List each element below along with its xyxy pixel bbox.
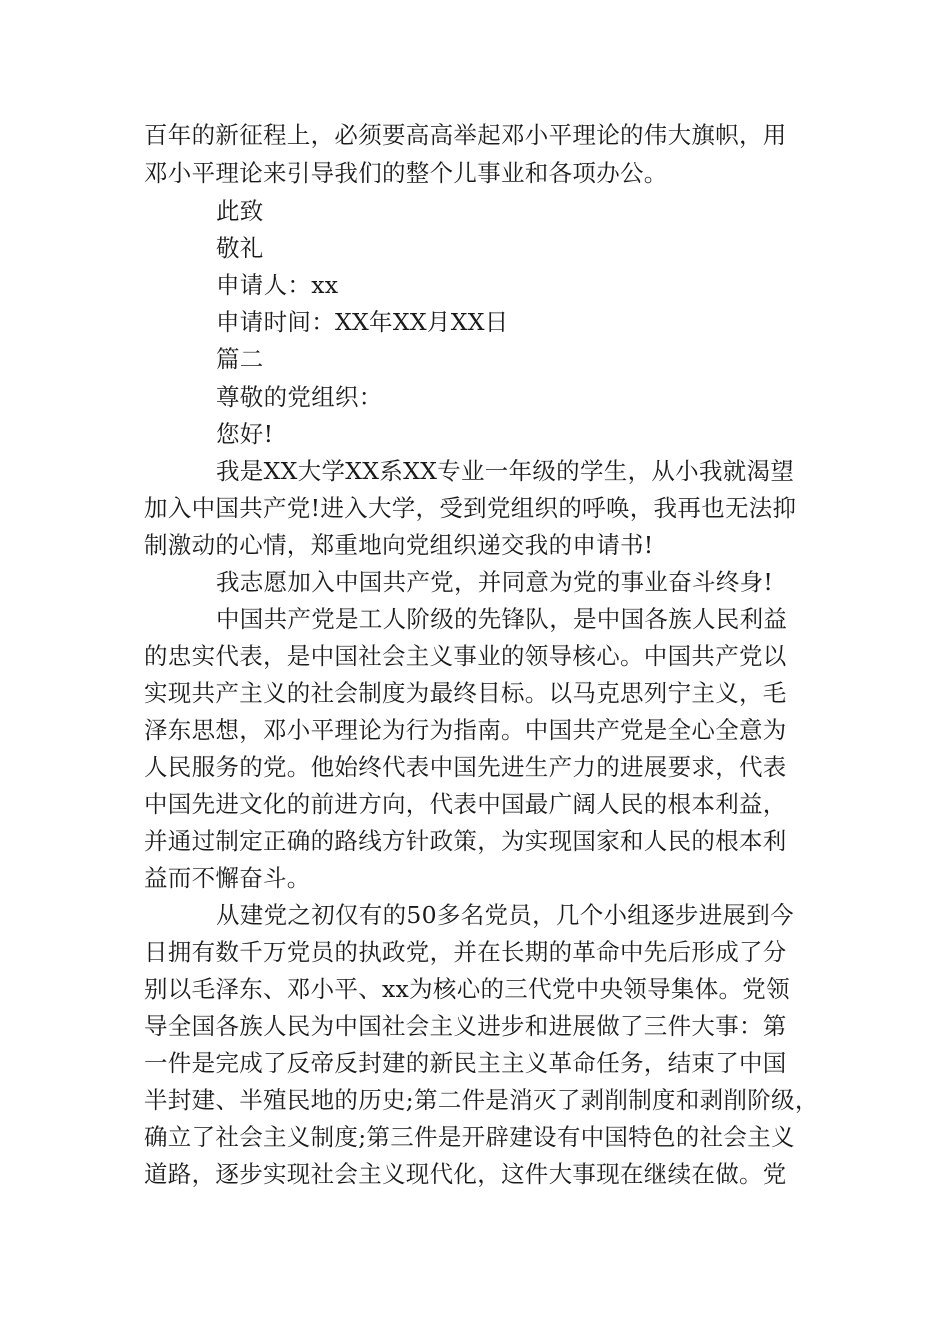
greeting-addressee: 尊敬的党组织： bbox=[216, 383, 383, 411]
text-line: 从建党之初仅有的50多名党员，几个小组逐步进展到今 bbox=[216, 901, 794, 929]
applicant-line: 申请人：xx bbox=[216, 271, 339, 299]
text-line: 百年的新征程上，必须要高高举起邓小平理论的伟大旗帜，用 bbox=[144, 121, 787, 149]
text-line: 道路，逐步实现社会主义现代化，这件大事现在继续在做。党 bbox=[144, 1160, 787, 1188]
text-line: 邓小平理论来引导我们的整个儿事业和各项办公。 bbox=[144, 159, 668, 187]
text-line: 制激动的心情，郑重地向党组织递交我的申请书! bbox=[144, 531, 654, 559]
text-line: 我志愿加入中国共产党，并同意为党的事业奋斗终身! bbox=[216, 568, 774, 596]
text-line: 日拥有数千万党员的执政党，并在长期的革命中先后形成了分 bbox=[144, 938, 787, 966]
text-line: 泽东思想，邓小平理论为行为指南。中国共产党是全心全意为 bbox=[144, 716, 787, 744]
closing-salutation: 此致 bbox=[216, 197, 264, 225]
text-line: 中国共产党是工人阶级的先锋队，是中国各族人民利益 bbox=[216, 605, 788, 633]
text-line: 别以毛泽东、邓小平、xx为核心的三代党中央领导集体。党领 bbox=[144, 975, 790, 1003]
text-line: 一件是完成了反帝反封建的新民主主义革命任务，结束了中国 bbox=[144, 1049, 787, 1077]
text-line: 益而不懈奋斗。 bbox=[144, 864, 311, 892]
text-line: 中国先进文化的前进方向，代表中国最广阔人民的根本利益， bbox=[144, 790, 787, 818]
text-line: 半封建、半殖民地的历史;第二件是消灭了剥削制度和剥削阶级， bbox=[144, 1086, 819, 1114]
text-line: 导全国各族人民为中国社会主义进步和进展做了三件大事：第 bbox=[144, 1012, 787, 1040]
text-line: 实现共产主义的社会制度为最终目标。以马克思列宁主义，毛 bbox=[144, 679, 787, 707]
date-line: 申请时间：XX年XX月XX日 bbox=[216, 308, 509, 336]
text-line: 的忠实代表，是中国社会主义事业的领导核心。中国共产党以 bbox=[144, 642, 787, 670]
text-line: 加入中国共产党!进入大学，受到党组织的呼唤，我再也无法抑 bbox=[144, 494, 797, 522]
closing-salutation: 敬礼 bbox=[216, 234, 264, 262]
text-line: 人民服务的党。他始终代表中国先进生产力的进展要求，代表 bbox=[144, 753, 787, 781]
text-line: 我是XX大学XX系XX专业一年级的学生，从小我就渴望 bbox=[216, 457, 795, 485]
text-line: 确立了社会主义制度;第三件是开辟建设有中国特色的社会主义 bbox=[144, 1123, 795, 1151]
section-heading: 篇二 bbox=[216, 345, 264, 373]
greeting: 您好! bbox=[216, 420, 274, 448]
text-line: 并通过制定正确的路线方针政策，为实现国家和人民的根本利 bbox=[144, 827, 787, 855]
